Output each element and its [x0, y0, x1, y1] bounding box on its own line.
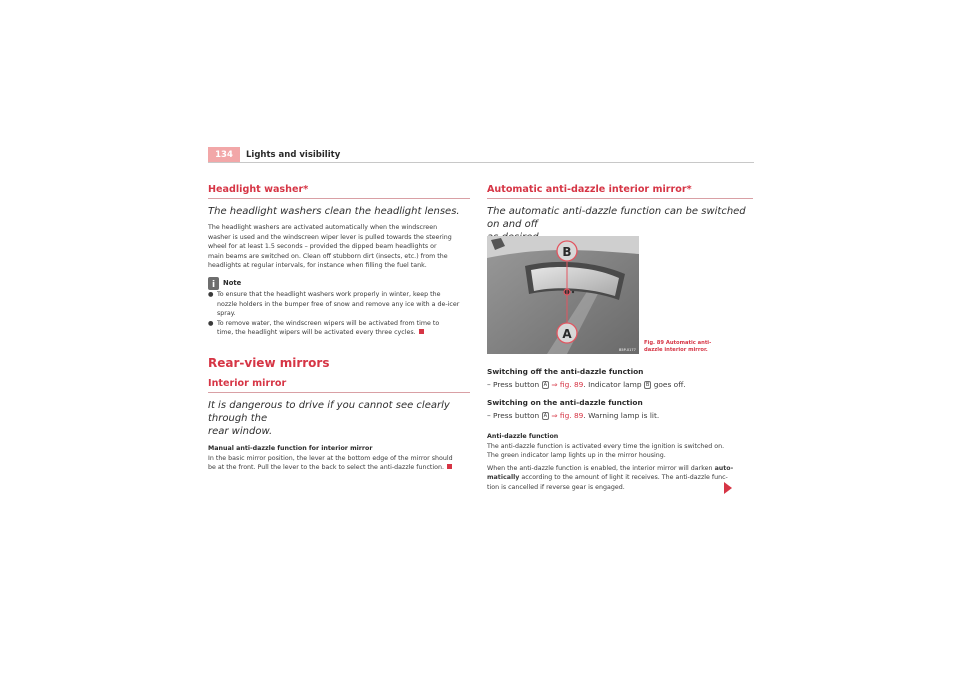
- on-step-pre: – Press button: [487, 411, 540, 420]
- interior-subtitle-line-1: It is dangerous to drive if you cannot see clearly through the: [208, 399, 450, 424]
- note-block: [208, 277, 470, 290]
- right-lower-column: [487, 367, 757, 493]
- bullet-icon: ●: [208, 319, 214, 327]
- on-step-post: . Warning lamp is lit.: [583, 411, 660, 420]
- manual-line-2: [208, 463, 470, 473]
- fig-reference-link[interactable]: ⇒ fig. 89: [551, 411, 584, 420]
- callout-a-label: A: [562, 327, 572, 341]
- next-page-arrow-icon[interactable]: [724, 482, 732, 494]
- washer-line-3: wheel for at least 1.5 seconds – provided the dipped beam headlights or: [208, 243, 437, 251]
- ad-line-5: tion is cancelled if reverse gear is engaged.: [487, 483, 625, 491]
- note-b2-line-2: [217, 328, 439, 338]
- manual-antidazzle-heading: Manual anti-dazzle function for interior mirror: [208, 444, 373, 452]
- note-b1-line-3: spray.: [217, 310, 236, 318]
- fig-caption-line-2: dazzle interior mirror.: [644, 347, 708, 353]
- switch-off-step: [487, 379, 757, 390]
- chapter-title: Lights and visibility: [246, 150, 341, 160]
- figure-code: B5P-0177: [619, 348, 636, 352]
- switch-off-heading: Switching off the anti-dazzle function: [487, 367, 644, 376]
- callout-b-label: B: [562, 245, 572, 259]
- indicator-lamp-b: [572, 291, 574, 293]
- ad-line-1: The anti-dazzle function is activated every time the ignition is switched on.: [487, 442, 725, 450]
- mirror-figure: [487, 236, 639, 354]
- button-a-key: A: [543, 382, 548, 388]
- off-step-pre: – Press button: [487, 380, 540, 389]
- switch-on-step: [487, 410, 757, 421]
- bullet-icon: ●: [208, 290, 214, 298]
- interior-mirror-subtitle: [208, 399, 470, 438]
- headlight-washer-subtitle: The headlight washers clean the headlight lenses.: [208, 206, 460, 217]
- fig-caption-line-1: Fig. 89 Automatic anti-: [644, 340, 712, 346]
- washer-line-2: washer is used and the windscreen wiper lever is pulled towards the steering: [208, 233, 452, 241]
- ad-line-3-text: When the anti-dazzle function is enabled, the interior mirror will darken: [487, 464, 713, 472]
- ad-auto-bold: auto-: [714, 464, 734, 472]
- auto-antidazzle-heading: Automatic anti-dazzle interior mirror*: [487, 184, 753, 199]
- note-bullet-2: [208, 319, 470, 338]
- interior-subtitle-line-2: rear window.: [208, 425, 273, 437]
- section-end-icon: [419, 329, 424, 334]
- lamp-b-key: B: [645, 382, 650, 388]
- ad-matically-bold: matically: [487, 474, 520, 482]
- note-b2-line-1: To remove water, the windscreen wipers will be activated from time to: [217, 319, 440, 327]
- washer-line-5: headlights at regular intervals, for instance when filling the fuel tank.: [208, 262, 427, 270]
- figure-caption: [644, 340, 724, 354]
- ad-line-3: [487, 464, 757, 474]
- right-column: [487, 184, 753, 244]
- left-column: [208, 184, 470, 473]
- section-end-icon: [447, 464, 452, 469]
- note-label: Note: [223, 279, 242, 288]
- note-b1-line-2: nozzle holders in the bumper free of snow and remove any ice with a de-icer: [217, 300, 460, 308]
- headlight-washer-heading: Headlight washer*: [208, 184, 470, 199]
- auto-subtitle-line-1: The automatic anti-dazzle function can be switched on and off: [487, 206, 746, 230]
- manual-line-1: In the basic mirror position, the lever at the bottom edge of the mirror should: [208, 454, 453, 462]
- off-step-post: goes off.: [653, 380, 686, 389]
- switch-on-heading: Switching on the anti-dazzle function: [487, 398, 643, 407]
- washer-line-1: The headlight washers are activated automatically when the windscreen: [208, 224, 438, 231]
- note-bullet-1: [208, 290, 470, 319]
- note-b2-text: time, the headlight wipers will be activated every three cycles.: [217, 329, 416, 337]
- fig-reference-link[interactable]: ⇒ fig. 89: [551, 380, 584, 389]
- note-b1-line-1: To ensure that the headlight washers work properly in winter, keep the: [217, 290, 441, 298]
- page-number: 134: [208, 147, 240, 163]
- off-step-mid: . Indicator lamp: [583, 380, 642, 389]
- ad-line-2: The green indicator lamp lights up in the mirror housing.: [487, 452, 666, 460]
- manual-line-2-text: be at the front. Pull the lever to the back to select the anti-dazzle function.: [208, 464, 444, 472]
- info-note-icon: i: [208, 277, 219, 290]
- washer-line-4: main beams are switched on. Clean off stubborn dirt (insects, etc.) from the: [208, 252, 448, 260]
- ad-line-4-text: according to the amount of light it receives. The anti-dazzle func-: [521, 474, 728, 482]
- rear-view-mirrors-title: Rear-view mirrors: [208, 355, 330, 370]
- antidazzle-function-heading: Anti-dazzle function: [487, 433, 559, 440]
- ad-line-4: [487, 473, 757, 483]
- header-divider: [208, 162, 754, 163]
- interior-mirror-heading: Interior mirror: [208, 378, 470, 393]
- button-a-key: A: [543, 413, 548, 419]
